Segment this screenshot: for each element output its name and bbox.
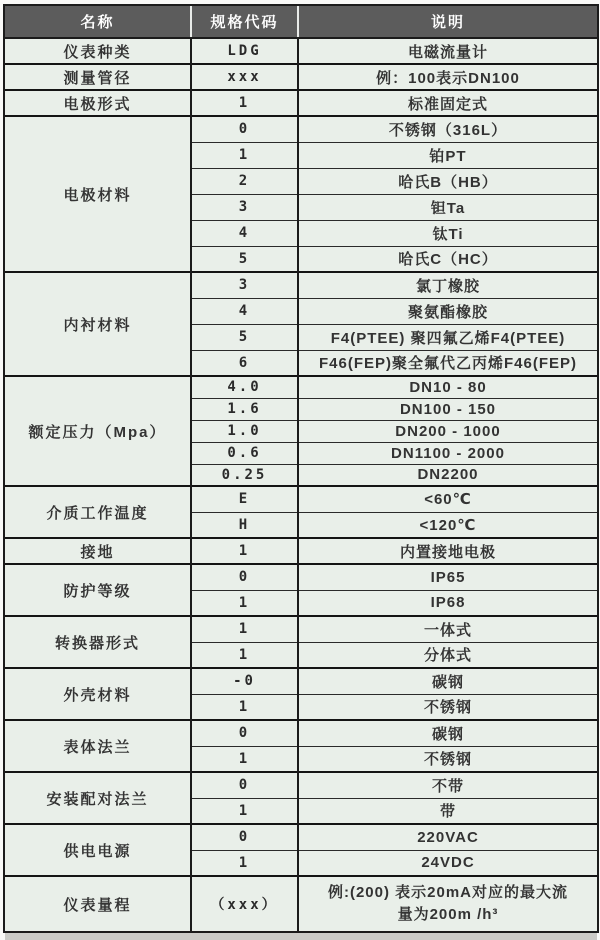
spec-desc: 不锈钢 xyxy=(298,694,598,720)
spec-code: E xyxy=(191,486,298,512)
table-row xyxy=(4,116,598,142)
spec-name: 外壳材料 xyxy=(4,668,191,720)
spec-code: （xxx） xyxy=(191,876,298,932)
spec-desc: DN1100 - 2000 xyxy=(298,442,598,464)
spec-desc: 24VDC xyxy=(298,850,598,876)
spec-desc: 钛Ti xyxy=(298,220,598,246)
spec-desc: 钽Ta xyxy=(298,194,598,220)
table-row xyxy=(4,38,598,64)
spec-code: 1 xyxy=(191,90,298,116)
spec-name: 表体法兰 xyxy=(4,720,191,772)
spec-name: 仪表种类 xyxy=(4,38,191,64)
spec-desc: 一体式 xyxy=(298,616,598,642)
table-row xyxy=(4,64,598,90)
spec-code: 4.0 xyxy=(191,376,298,398)
spec-desc: <60℃ xyxy=(298,486,598,512)
spec-desc: 碳钢 xyxy=(298,720,598,746)
spec-desc: 碳钢 xyxy=(298,668,598,694)
spec-code: 1 xyxy=(191,142,298,168)
spec-name: 接地 xyxy=(4,538,191,564)
spec-desc: 分体式 xyxy=(298,642,598,668)
spec-desc: 氯丁橡胶 xyxy=(298,272,598,298)
table-row xyxy=(4,564,598,590)
spec-desc: 内置接地电极 xyxy=(298,538,598,564)
spec-code: xxx xyxy=(191,64,298,90)
spec-name: 安装配对法兰 xyxy=(4,772,191,824)
spec-code: 0 xyxy=(191,824,298,850)
spec-desc: 聚氨酯橡胶 xyxy=(298,298,598,324)
spec-name: 电极材料 xyxy=(4,116,191,272)
table-row xyxy=(4,376,598,398)
table-row xyxy=(4,772,598,798)
spec-name: 内衬材料 xyxy=(4,272,191,376)
spec-desc: 不带 xyxy=(298,772,598,798)
spec-code: 1 xyxy=(191,694,298,720)
spec-desc: 电磁流量计 xyxy=(298,38,598,64)
spec-name: 防护等级 xyxy=(4,564,191,616)
spec-code: 0.6 xyxy=(191,442,298,464)
spec-desc: 哈氏C（HC） xyxy=(298,246,598,272)
spec-name: 仪表量程 xyxy=(4,876,191,932)
spec-code: 0 xyxy=(191,772,298,798)
spec-desc: <120℃ xyxy=(298,512,598,538)
table-row xyxy=(4,824,598,850)
spec-code: 1 xyxy=(191,642,298,668)
spec-desc: 哈氏B（HB） xyxy=(298,168,598,194)
spec-name: 额定压力（Mpa） xyxy=(4,376,191,486)
spec-desc: 带 xyxy=(298,798,598,824)
spec-code: 3 xyxy=(191,272,298,298)
spec-code: 1.0 xyxy=(191,420,298,442)
spec-code: 1 xyxy=(191,850,298,876)
model-selection-spec-table xyxy=(3,4,599,933)
spec-desc: 铂PT xyxy=(298,142,598,168)
spec-desc: 不锈钢（316L） xyxy=(298,116,598,142)
spec-name: 电极形式 xyxy=(4,90,191,116)
header-row xyxy=(4,5,598,38)
spec-code: 1 xyxy=(191,746,298,772)
spec-code: H xyxy=(191,512,298,538)
column-header-code: 规格代码 xyxy=(191,5,298,38)
table-row xyxy=(4,876,598,932)
spec-name: 测量管径 xyxy=(4,64,191,90)
spec-code: 6 xyxy=(191,350,298,376)
table-row xyxy=(4,616,598,642)
spec-code: 1.6 xyxy=(191,398,298,420)
table-row xyxy=(4,720,598,746)
spec-code: 1 xyxy=(191,590,298,616)
spec-code: 5 xyxy=(191,324,298,350)
spec-desc: 例:(200) 表示20mA对应的最大流量为200m /h³ xyxy=(298,876,598,932)
spec-code: LDG xyxy=(191,38,298,64)
spec-code: 1 xyxy=(191,538,298,564)
spec-name: 供电电源 xyxy=(4,824,191,876)
spec-desc: IP68 xyxy=(298,590,598,616)
spec-code: 2 xyxy=(191,168,298,194)
spec-code: 1 xyxy=(191,798,298,824)
spec-code: 3 xyxy=(191,194,298,220)
spec-code: 4 xyxy=(191,220,298,246)
spec-code: 0 xyxy=(191,116,298,142)
spec-code: 5 xyxy=(191,246,298,272)
spec-name: 转换器形式 xyxy=(4,616,191,668)
spec-code: 0.25 xyxy=(191,464,298,486)
spec-desc: 220VAC xyxy=(298,824,598,850)
table-row xyxy=(4,90,598,116)
spec-desc: 不锈钢 xyxy=(298,746,598,772)
spec-desc: 标准固定式 xyxy=(298,90,598,116)
spec-desc: IP65 xyxy=(298,564,598,590)
table-row xyxy=(4,272,598,298)
spec-desc: DN100 - 150 xyxy=(298,398,598,420)
table-bottom-shadow xyxy=(5,933,597,940)
spec-code: 0 xyxy=(191,564,298,590)
spec-code: 1 xyxy=(191,616,298,642)
column-header-name: 名称 xyxy=(4,5,191,38)
spec-desc: F46(FEP)聚全氟代乙丙烯F46(FEP) xyxy=(298,350,598,376)
spec-desc: 例：100表示DN100 xyxy=(298,64,598,90)
spec-desc: DN200 - 1000 xyxy=(298,420,598,442)
spec-name: 介质工作温度 xyxy=(4,486,191,538)
spec-desc: F4(PTEE) 聚四氟乙烯F4(PTEE) xyxy=(298,324,598,350)
spec-desc: DN10 - 80 xyxy=(298,376,598,398)
table-row xyxy=(4,486,598,512)
spec-code: -0 xyxy=(191,668,298,694)
spec-desc: DN2200 xyxy=(298,464,598,486)
column-header-desc: 说明 xyxy=(298,5,598,38)
table-row xyxy=(4,668,598,694)
spec-code: 0 xyxy=(191,720,298,746)
table-row xyxy=(4,538,598,564)
spec-code: 4 xyxy=(191,298,298,324)
